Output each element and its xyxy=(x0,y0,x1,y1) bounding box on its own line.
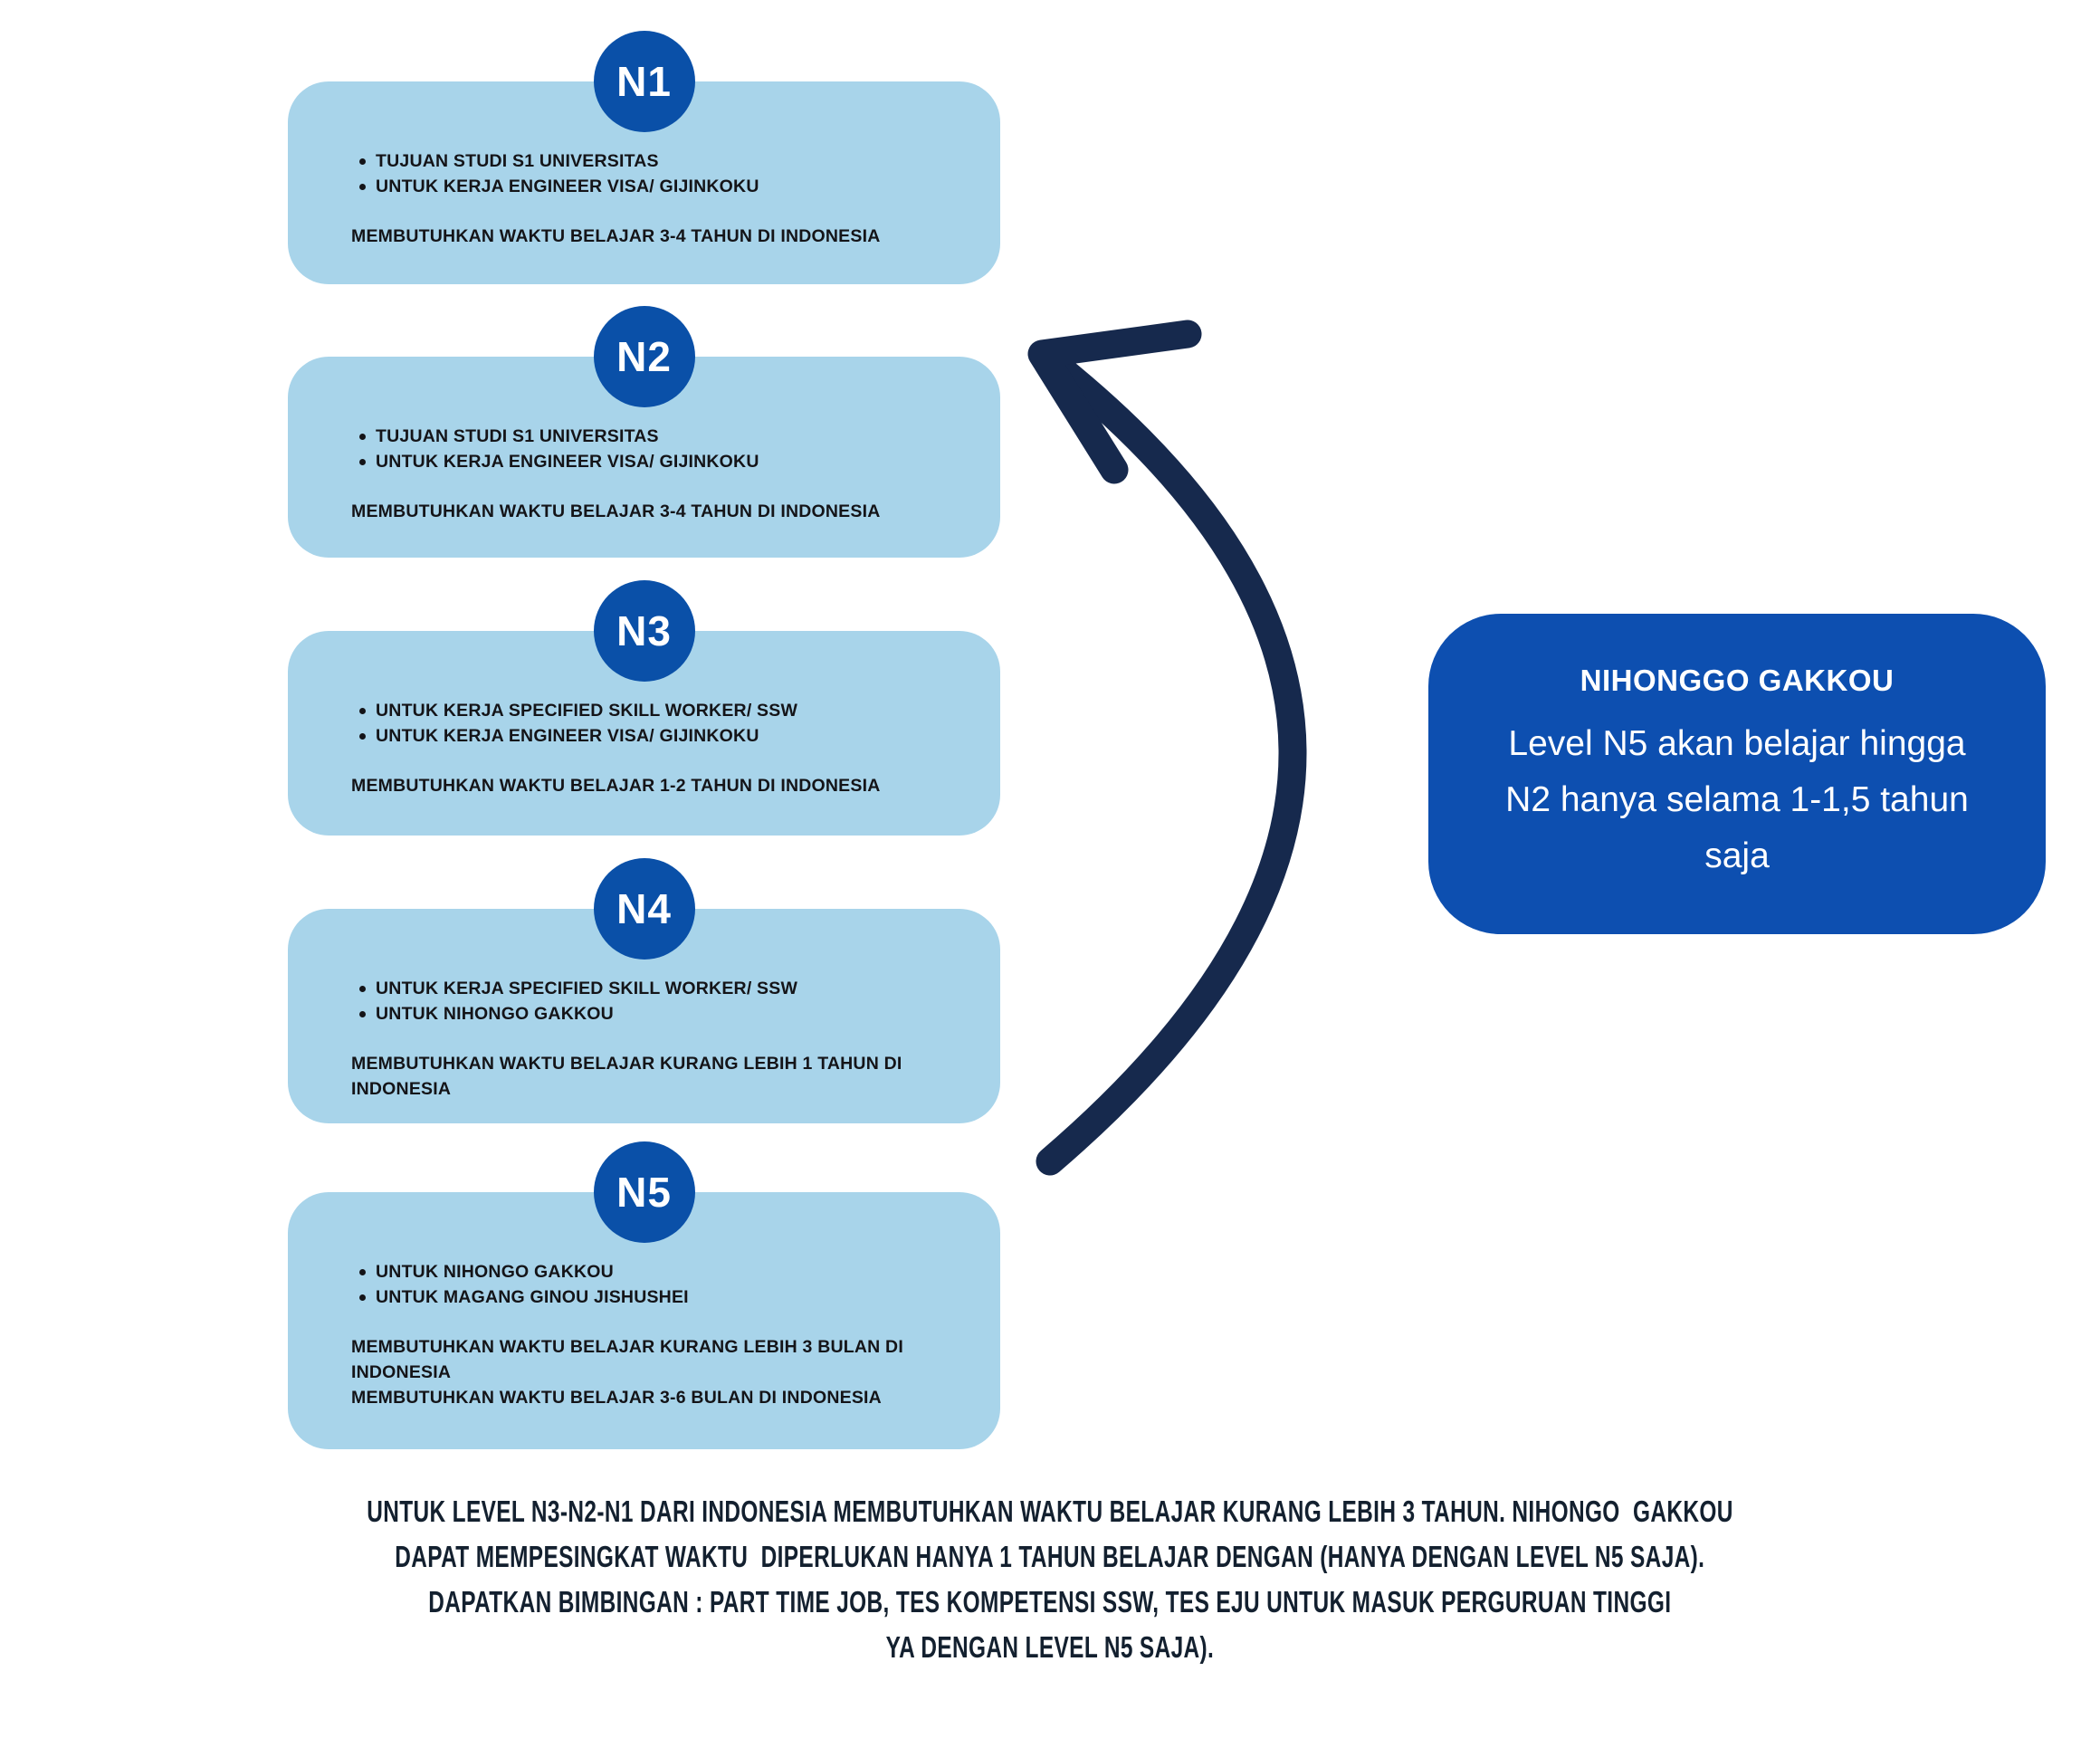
bullet-item: UNTUK KERJA ENGINEER VISA/ GIJINKOKU xyxy=(351,174,971,199)
study-duration-note: MEMBUTUHKAN WAKTU BELAJAR 3-6 BULAN DI INDONESIA xyxy=(351,1388,882,1408)
footer-line: DAPAT MEMPESINGKAT WAKTU DIPERLUKAN HANYA 1 TAHUN BELAJAR DENGAN (HANYA DENGAN LEVEL N5 SAJA). xyxy=(395,1540,1705,1573)
level-card-n3 xyxy=(288,607,1000,836)
level-badge-label: N3 xyxy=(616,607,672,654)
study-duration-note: MEMBUTUHKAN WAKTU BELAJAR 3-4 TAHUN DI INDONESIA xyxy=(351,501,881,521)
bullet-item: TUJUAN STUDI S1 UNIVERSITAS xyxy=(351,148,971,174)
bullet-item: UNTUK KERJA ENGINEER VISA/ GIJINKOKU xyxy=(351,449,971,474)
callout-title: NIHONGGO GAKKOU xyxy=(1580,664,1895,697)
level-card-n1 xyxy=(288,58,1000,284)
callout-body-line: saja xyxy=(1704,836,1770,875)
level-badge-n3 xyxy=(594,580,695,682)
level-card-n4 xyxy=(288,885,1000,1123)
bullet-item: UNTUK KERJA ENGINEER VISA/ GIJINKOKU xyxy=(351,723,971,749)
callout-body-line: N2 hanya selama 1-1,5 tahun xyxy=(1505,780,1969,819)
level-card-n2 xyxy=(288,333,1000,558)
footer-line: YA DENGAN LEVEL N5 SAJA). xyxy=(885,1630,1215,1664)
study-duration-note: MEMBUTUHKAN WAKTU BELAJAR KURANG LEBIH 3 BULAN DI INDONESIA xyxy=(351,1337,903,1382)
bullet-item: TUJUAN STUDI S1 UNIVERSITAS xyxy=(351,424,971,449)
bullet-item: UNTUK KERJA SPECIFIED SKILL WORKER/ SSW xyxy=(351,698,971,723)
curved-arrow-up-left-icon xyxy=(905,290,1448,1213)
level-badge-n4 xyxy=(594,858,695,960)
level-card-n3-content xyxy=(351,698,971,798)
bullet-item: UNTUK KERJA SPECIFIED SKILL WORKER/ SSW xyxy=(351,976,971,1001)
level-badge-label: N4 xyxy=(616,885,672,932)
level-card-n5-content xyxy=(351,1259,971,1410)
level-badge-n1 xyxy=(594,31,695,132)
level-card-n4-content xyxy=(351,976,971,1102)
level-badge-label: N1 xyxy=(616,58,672,105)
level-badge-label: N5 xyxy=(616,1169,672,1216)
study-duration-note: MEMBUTUHKAN WAKTU BELAJAR KURANG LEBIH 1 TAHUN DI INDONESIA xyxy=(351,1054,902,1099)
footer-line: DAPATKAN BIMBINGAN : PART TIME JOB, TES KOMPETENSI SSW, TES EJU UNTUK MASUK PERGURUAN TINGGI xyxy=(428,1585,1672,1619)
bullet-item: UNTUK NIHONGO GAKKOU xyxy=(351,1259,971,1284)
footer-line: UNTUK LEVEL N3-N2-N1 DARI INDONESIA MEMBUTUHKAN WAKTU BELAJAR KURANG LEBIH 3 TAHUN. NIHONGO GAKKOU xyxy=(367,1494,1733,1528)
level-badge-n5 xyxy=(594,1141,695,1243)
level-card-n1-content xyxy=(351,148,971,249)
footer-paragraph xyxy=(0,1489,2100,1670)
level-badge-label: N2 xyxy=(616,333,672,380)
level-card-n2-content xyxy=(351,424,971,524)
study-duration-note: MEMBUTUHKAN WAKTU BELAJAR 1-2 TAHUN DI INDONESIA xyxy=(351,776,881,796)
bullet-item: UNTUK NIHONGO GAKKOU xyxy=(351,1001,971,1027)
study-duration-notes xyxy=(351,1334,971,1410)
callout-body-line: Level N5 akan belajar hingga xyxy=(1508,724,1966,763)
nihonggo-gakkou-callout xyxy=(1428,614,2046,934)
level-badge-n2 xyxy=(594,306,695,407)
level-card-n5 xyxy=(288,1169,1000,1449)
bullet-item: UNTUK MAGANG GINOU JISHUSHEI xyxy=(351,1284,971,1310)
study-duration-note: MEMBUTUHKAN WAKTU BELAJAR 3-4 TAHUN DI INDONESIA xyxy=(351,226,881,246)
